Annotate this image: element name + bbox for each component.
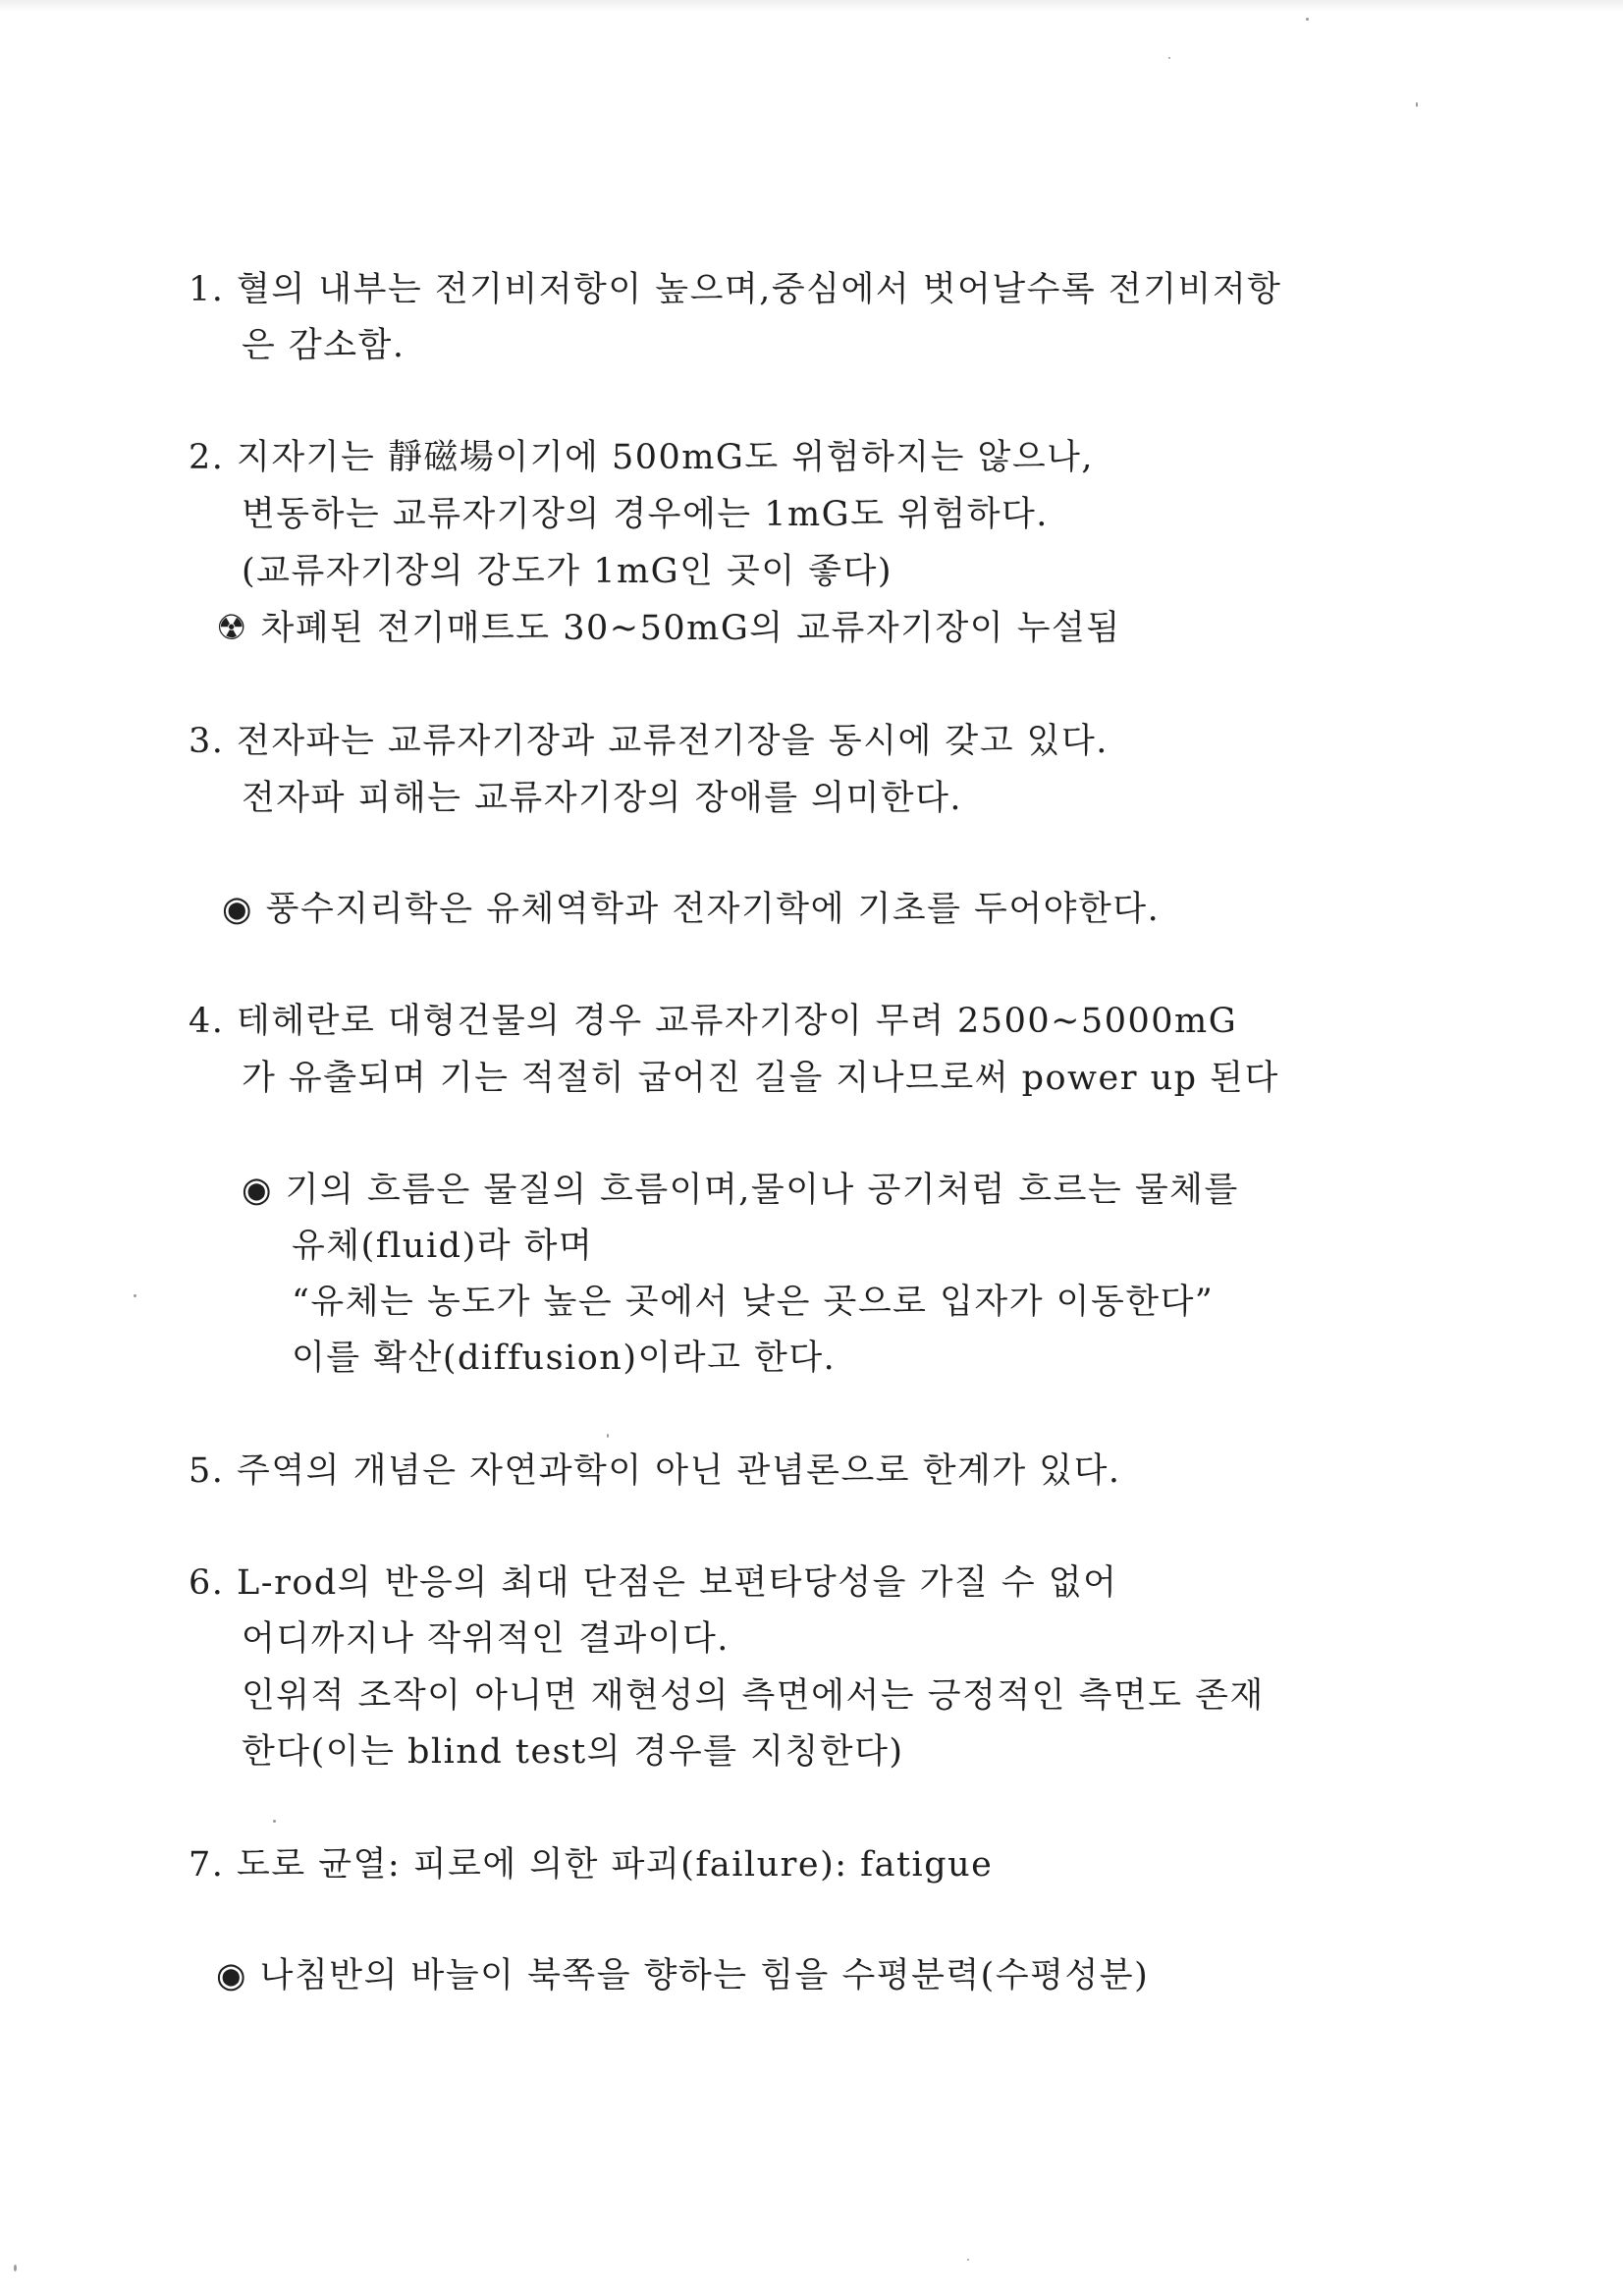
item-2-line-3: (교류자기장의 강도가 1mG인 곳이 좋다)	[242, 552, 893, 591]
item-2-note: ☢ 차폐된 전기매트도 30~50mG의 교류자기장이 누설됨	[216, 609, 1121, 648]
scan-speck	[14, 2265, 17, 2271]
item-1-line-1: 1. 혈의 내부는 전기비저항이 높으며,중심에서 벗어날수록 전기비저항	[189, 270, 1282, 309]
scan-speck	[967, 2259, 969, 2261]
scan-speck	[1168, 57, 1170, 59]
scan-speck	[134, 1294, 136, 1297]
item-3-line-2: 전자파 피해는 교류자기장의 장애를 의미한다.	[242, 779, 963, 818]
bullet-note-1: ◉ 풍수지리학은 유체역학과 전자기학에 기초를 두어야한다.	[222, 890, 1161, 929]
bullet-note-2-line-1: ◉ 기의 흐름은 물질의 흐름이며,물이나 공기처럼 흐르는 물체를	[242, 1171, 1239, 1210]
bullet-note-2-line-4: 이를 확산(diffusion)이라고 한다.	[292, 1339, 837, 1378]
item-6-line-3: 인위적 조작이 아니면 재현성의 측면에서는 긍정적인 측면도 존재	[242, 1676, 1265, 1716]
item-3-line-1: 3. 전자파는 교류자기장과 교류전기장을 동시에 갖고 있다.	[189, 722, 1109, 761]
item-2-line-2: 변동하는 교류자기장의 경우에는 1mG도 위험하다.	[242, 495, 1049, 534]
bullet-note-3: ◉ 나침반의 바늘이 북쪽을 향하는 힘을 수평분력(수평성분)	[216, 1956, 1150, 1995]
scan-speck	[273, 1820, 276, 1823]
scan-speck	[607, 1434, 609, 1438]
item-6-line-1: 6. L-rod의 반응의 최대 단점은 보편타당성을 가질 수 없어	[189, 1563, 1118, 1603]
item-4-line-1: 4. 테헤란로 대형건물의 경우 교류자기장이 무려 2500~5000mG	[189, 1002, 1238, 1041]
item-5-line-1: 5. 주역의 개념은 자연과학이 아닌 관념론으로 한계가 있다.	[189, 1451, 1121, 1491]
scan-speck	[1416, 102, 1418, 107]
scan-speck	[1306, 18, 1309, 21]
item-7-line-1: 7. 도로 균열: 피로에 의한 파괴(failure): fatigue	[189, 1845, 994, 1885]
bullet-note-2-line-2: 유체(fluid)라 하며	[292, 1227, 594, 1266]
item-6-line-4: 한다(이는 blind test의 경우를 지칭한다)	[242, 1732, 904, 1772]
item-6-line-2: 어디까지나 작위적인 결과이다.	[242, 1619, 730, 1659]
item-4-line-2: 가 유출되며 기는 적절히 굽어진 길을 지나므로써 power up 된다	[242, 1059, 1279, 1098]
bullet-note-2-line-3: “유체는 농도가 높은 곳에서 낮은 곳으로 입자가 이동한다”	[292, 1283, 1215, 1322]
item-2-line-1: 2. 지자기는 靜磁場이기에 500mG도 위험하지는 않으나,	[189, 438, 1095, 477]
item-1-line-2: 은 감소함.	[242, 326, 406, 365]
scan-edge	[0, 0, 1623, 12]
